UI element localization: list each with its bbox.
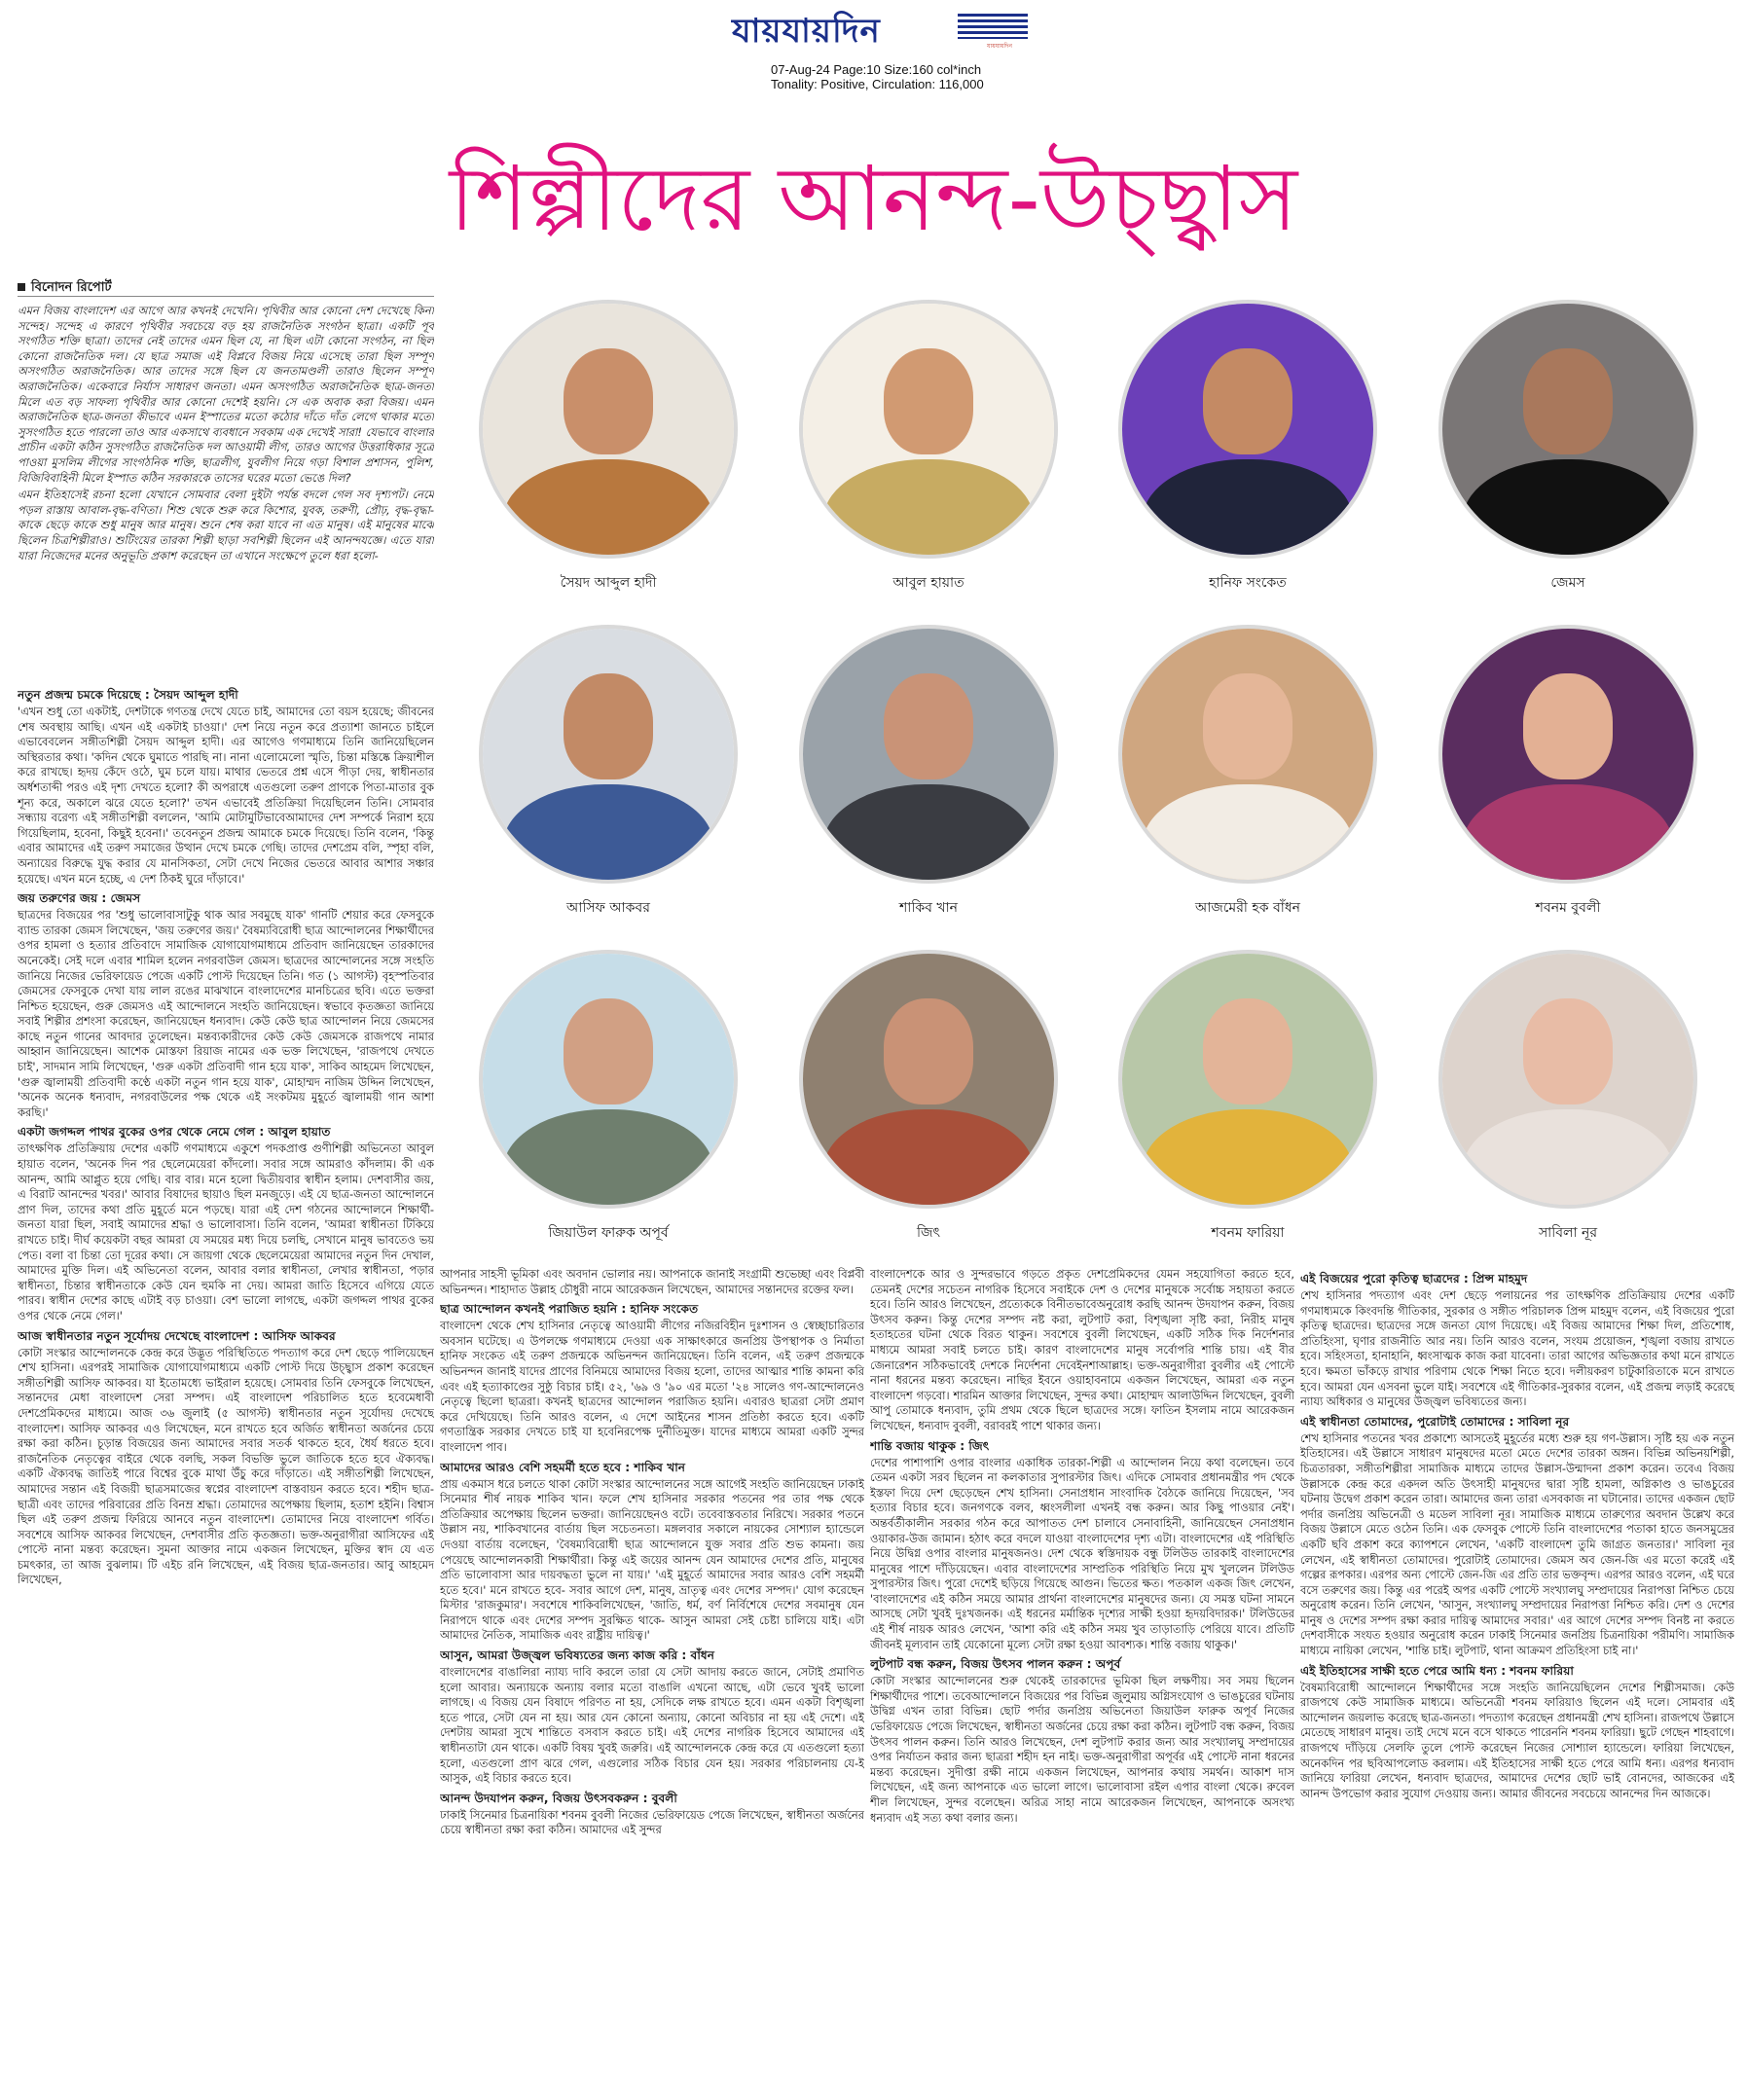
portrait-face-shape (1523, 673, 1614, 778)
section-paragraph: ছাত্রদের বিজয়ের পর 'শুধু ভালোবাসাটুকু থাক আর সবমুছে যাক' গানটি শেয়ার করে ফেসবুকে ব্যান্ড তারকা জেমস লিখেছেন, 'জয় তরুণের জয়।' বৈষম্যবিরোধী ছাত্র আন্দোলনের শিক্ষার্থীদের ওপর হামলা ও হত্যার প্রতিবাদে সামাজিক যোগাযোগমাধ্যমে প্রতিবাদ জানিয়েছেন তারকাদের অনেকেই। সেই দলে এবার শামিল হলেন নগরবাউল জেমস। ছাত্রদের আন্দোলনের সঙ্গে সংহতি জানিয়ে নিজের ভেরিফায়েড পেজে একটি পোস্ট দিয়েছেন তিনি। গত (১ আগস্ট) বৃহস্পতিবার জেমসের ফেসবুকে দেখা যায় লাল রঙের মাঝখানে বাংলাদেশের মানচিত্রের ছবি। এতে ভক্তরা নিশ্চিত হয়েছেন, গুরু জেমসও এই আন্দোলনে সংহতি জানিয়েছেন। স্বভাবে কৃতজ্ঞতা জানিয়ে সবাই শিল্পীর প্রশংসা করেছেন, জানিয়েছেন ধন্যবাদ। কেউ কেউ ছাত্র আন্দোলন নিয়ে জেমসের কাছে নতুন গানের আবদার তুলেছেন। মন্তব্যকারীদের কেউ কেউ জেমসকে রাজপথে নামার আহ্বান জানিয়েছেন। আশেক মোস্তফা রিয়াজ নামের এক ভক্ত লিখেছেন, 'রাজপথে দেখতে চাই', সাদমান সামি লিখেছেন, 'গুরু একটা প্রতিবাদী গান হয়ে যাক', সাকিব আহমেদ লিখেছেন, 'গুরু জ্বালাময়ী প্রতিবাদী কণ্ঠে একটা নতুন গান হয়ে যাক', মোহাম্মদ নাজিম উদ্দিন লিখেছেন, 'অনেক অনেক ধন্যবাদ, নগরবাউলের পক্ষ থেকে এই সংকটময় মুহূর্তে জ্বালাময়ী গান আশা করছি।' (18, 908, 434, 1119)
section-heading: ছাত্র আন্দোলন কখনই পরাজিত হয়নি : হানিফ সংকেত (440, 1302, 699, 1317)
intro-paragraph: এমন বিজয় বাংলাদেশ এর আগে আর কখনই দেখেনি। পৃথিবীর আর কোনো দেশ দেখেছে কিনা সন্দেহ। সন্দেহ এ কারণে পৃথিবীর সবচেয়ে বড় হয় রাজনৈতিক সংগঠন ছাত্রা। একটি পূর্ব সংগঠিত শক্তি ছাত্রা। তাদের নেই তাদের এমন ছিল যে, না ছিল এটা কোনো সংগঠন, না ছিল কোনো রাজনৈতিক দল। যে ছাত্র সমাজ এই বিপ্লবে বিজয় নিয়ে এসেছে তারা ছিল সম্পূর্ণ অসংগঠিত অরাজনৈতিক। আর তাদের সঙ্গে ছিল যে জনতামণ্ডলী তারাও ছিলেন সম্পূর্ণ অরাজনৈতিক। একেবারে নির্যাস সাধারণ জনতা। এমন অসংগঠিত অরাজনৈতিক ছাত্র-জনতা মিলে এত বড় সাফল্য পৃথিবীর আর কোনো দেশেই হয়নি। সে এক অবাক করা বিজয়। এমন অরাজনৈতিক ছাত্র-জনতা কীভাবে এমন ইস্পাতের মতো কঠোর দাঁতে দাঁত লেগে থাকার মতো সুসংগঠিত হতে পারলো তাও আর একসাথে ব্যবধানে সবকাম এক দেখেই সারা! যেভাবে বাংলার প্রাচীন একটা কঠিন সুসংগঠিত রাজনৈতিক দল আওয়ামী লীগ, তারও আগের উত্তরাধিকার সূত্রে পাওয়া মুসলিম লীগের সাংগঠনিক শক্তি, ছাত্রলীগ, যুবলীগ নিয়ে গড়া বিশাল প্রশাসন, পুলিশ, বিজিবিবাহিনী মিলে ইস্পাত কঠিন সরকারকে তাসের ঘরের মতো ভেঙে দিল? (18, 304, 434, 485)
section-heading: একটা জগদ্দল পাথর বুকের ওপর থেকে নেমে গেল : আবুল হায়াত (18, 1125, 331, 1140)
portrait-caption: শবনম বুবলী (1535, 900, 1601, 916)
intro-column (18, 304, 434, 677)
masthead-stripe-graphic (958, 14, 1028, 39)
portrait-caption: আসিফ আকবর (566, 900, 650, 916)
artist-portrait (483, 954, 734, 1205)
portrait-caption: শবনম ফারিয়া (1211, 1225, 1285, 1241)
artist-portrait (1442, 629, 1693, 880)
section-heading: আনন্দ উদযাপন করুন, বিজয় উৎসবকরুন : বুবলী (440, 1791, 677, 1805)
section-paragraph: তাৎক্ষণিক প্রতিক্রিয়ায় দেশের একটি গণমাধ্যমে একুশে পদকপ্রাপ্ত গুণীশিল্পী অভিনেতা আবুল হায়াত বলেন, 'অনেক দিন পর ছেলেমেয়েরা কাঁদলো। সবার সঙ্গে আমরাও কাঁদলাম। কী এক আনন্দ, আমি আপ্লুত হয়ে গেছি। বার বার। মনে হলো দ্বিতীয়বার স্বাধীন হলাম। দেশবাসীর জয়, এ বিরাট আনন্দের খবর।' আবার বিষাদের ছায়াও ছিল মনজুড়ে। এই যে ছাত্র-জনতা আন্দোলনে প্রাণ দিল, তাদের কথা প্রতি মুহূর্তে মনে পড়ছে। যারা এই দেশ গঠনের আন্দোলনে শিক্ষার্থী-জনতা যারা ছিল, সবাই আমাদের শ্রদ্ধা ও ভালোবাসা। তিনি বলেন, 'আমরা স্বাধীনতা টিকিয়ে রাখতে চাই। দীর্ঘ কয়েকটা বছর আমরা যে সময়ের মধ্য দিয়ে চলছি, সেখানে মানুষ ভাবতেও ভয় পেত। বলা বা চিন্তা তো দূরের কথা। সে জায়গা থেকে ছেলেমেয়েরা আমাদের নতুন দিন দেখাল, আমাদের মুক্তি দিল। এই অভিনেতা বলেন, আবার বলার স্বাধীনতা, লেখার স্বাধীনতা, পড়ার স্বাধীনতা, চিন্তার স্বাধীনতাকে কেউ যেন হুমকি না দেয়। আমরা জাতি হিসেবে এগিয়ে যেতে পারব। স্বাধীন দেশের কাছে এটাই বড় চাওয়া। বেশ ভালো লাগছে, একটা জগদ্দল পাথর বুকের ওপর থেকে নেমে গেল।' (18, 1141, 434, 1322)
portrait-face-shape (1523, 348, 1614, 453)
section-paragraph: শেখ হাসিনার পদত্যাগ এবং দেশ ছেড়ে পলায়নের পর তাৎক্ষণিক প্রতিক্রিয়ায় দেশের একটি গণমাধ্যমকে কিংবদন্তি গীতিকার, সুরকার ও সঙ্গীত পরিচালক প্রিন্স মাহমুদ বলেন, এই বিজয়ের পুরো কৃতিত্ব ছাত্রদের। ছাত্রদের সঙ্গে জনতা যোগ দিয়েছে। এই বিজয় আমাদের শিক্ষা দিল, প্রতিশোধ, প্রতিহিংসা, ঘৃণার রাজনীতি আর নয়। তিনি আরও বলেন, সংযম প্রয়োজন, শৃঙ্খলা বজায় রাখতে হবে। সহিংসতা, হানাহানি, ধ্বংসাত্মক কাজ করা যাবেনা। তারা আগের অভিজ্ঞতার কথা মনে রাখতে হবে। ক্ষমতা ভাঁকড়ে রাখার পরিণাম থেকে শিক্ষা নিতে হবে। দলীয়করণ চাটুকারিতাকে মনে রাখতে হবে। আমরা যেন এসবনা ভুলে যাই। সবশেষে এই গীতিকার-সুরকার বলেন, এই প্রজন্ম লড়াই করেছে ন্যায্য অধিকার ও মানুষের উজ্জ্বল ভবিষ্যতের জন্য। (1300, 1288, 1734, 1409)
left-article-column (18, 683, 434, 2096)
article-column-4 (1300, 1267, 1734, 2096)
portrait-face-shape (1203, 673, 1293, 778)
portrait-caption: আজমেরী হক বাঁধন (1194, 900, 1301, 916)
section-paragraph: শেখ হাসিনার পতনের খবর প্রকাশ্যে আসতেই মুহূর্তের মধ্যে শুরু হয় গণ-উল্লাস। সৃষ্টি হয় এক নতুন ইতিহাসের। এই উল্লাসে সাধারণ মানুষদের মতো মেতে দেশের তারকা অঙ্গন। বিভিন্ন অভিনয়শিল্পী, চিত্রতারকা, সঙ্গীতশিল্পীরা সামাজিক মাধ্যমে তাদের উল্লাস-উন্মাদনা প্রকাশ করেন। তবেএ বিজয় উল্লাসকে কেন্দ্র করে একদল অতি উৎসাহী মানুষদের দ্বারা সৃষ্টি হামলা, অগ্নিকাণ্ড ও ভাঙচুরের ঘটনায় উদ্বেগ প্রকাশ করেন তারা। আমাদের জন্য তারা এসবকাজ না ঘটানোর। তাদের একজন ছোট পর্দার জনপ্রিয় অভিনেত্রী ও মডেল সাবিলা নূর। সামাজিক মাধ্যমে তারুণ্যের অবদান উল্লেখ করে বিজয় উল্লাসে মেতে ওঠেন তিনি। এক ফেসবুক পোস্টে তিনি বাংলাদেশের পতাকা হাতে জনসমুদ্রের একটি ছবি প্রকাশ করে ক্যাপশনে লেখেন, 'একটি বাংলাদেশ তুমি জাগ্রত জনতার।' সাবিলা নূর লেখেন, এই স্বাধীনতা তোমাদের। পুরোটাই তোমাদের। জেমস অব জেন-জি এর মতো করেই এই গল্পের রূপকার। এরপর অন্য পোস্টে জেন-জি এর প্রতি তার ভক্তবৃন্দ। এরপর আরও বলেন, এই ঘরে বসে তরুণের জয়। কিন্তু এর পরেই অপর একটি পোস্টে সংখ্যালঘু সম্প্রদায়ের নিরাপত্তা নিশ্চিত চেয়ে অনুরোধ করেন। তিনি লেখেন, 'আসুন, সংখ্যালঘু সম্প্রদায়ের নিরাপত্তা নিশ্চিত করি। দেশ ও দেশের মানুষ ও দেশের সম্পদ রক্ষা করার দায়িত্ব আমাদের সবার।' এর আগে দেশের সম্পদ বিনষ্ট না করতে দেশবাসীকে সংযত হওয়ার অনুরোধ করেন ঢাকাই সিনেমার জনপ্রিয় চিত্রনায়িকা পরীমণি। সামাজিক মাধ্যমে নায়িকা লেখেন, 'শান্তি চাই। লুটপাট, থানা আক্রমণ প্রতিহিংসা চাই না।' (1300, 1430, 1734, 1658)
portrait-face-shape (564, 673, 654, 778)
page-headline: শিল্পীদের আনন্দ-উচ্ছ্বাস (449, 147, 1298, 251)
section-heading: আজ স্বাধীনতার নতুন সূর্যোদয় দেখেছে বাংলাদেশ : আসিফ আকবর (18, 1328, 336, 1343)
section-paragraph: দেশের পাশাপাশি ওপার বাংলার একাধিক তারকা-শিল্পী এ আন্দোলন নিয়ে কথা বলেছেন। তবে তেমন একটা সরব ছিলেন না কলকাতার সুপারস্টার জিৎ। এদিকে সোমবার প্রধানমন্ত্রীর পদ থেকে ইস্তফা দিয়ে দেশ ছেড়েছেন শেখ হাসিনা। সেনাপ্রধান সাংবাদিক বৈঠকে জানিয়ে দিয়েছেন, 'সব হত্যার বিচার হবে। জনগণকে বলব, ধ্বংসলীলা এখনই বন্ধ করুন। আর কিছু পাওয়ার নেই'। অন্তর্বর্তীকালীন সরকার গঠন করে আপাতত দেশ চালাবে সেনাবাহিনী, জানিয়েছেন সেনাপ্রধান ওয়াকার-উজ জামান। হঠাৎ করে বদলে যাওয়া বাংলাদেশের দৃশ্য এটা। বাংলাদেশের এই পরিস্থিতি নিয়ে উদ্বিগ্ন ওপার বাংলার মানুষজনও। দেশ থেকে স্বস্তিদায়ক বন্ধু টলিউড তারকাই বাংলাদেশের মানুষের পাশে দাঁড়িয়েছেন। এবার বাংলাদেশের সাম্প্রতিক পরিস্থিতি নিয়ে মুখ খুললেন টলিউড সুপারস্টার জিৎ। পুরো দেশেই ছড়িয়ে গিয়েছে আগুন। ভিতের ক্ষত। পতকাল একজ জিৎ লেখেন, 'বাংলাদেশের এই কঠিন সময়ে আমার প্রার্থনা বাংলাদেশের মানুষদের জন্য। যে সমস্ত ঘটনা সামনে আসছে সেটা খুবই দুঃখজনক। এই ধরনের মর্মান্তিক দৃশ্যের সাক্ষী হওয়া হৃদয়বিদারক।' টলিউডের এই শীর্ষ নায়ক আরও লেখেন, 'আশা করি এই কঠিন সময় খুব তাড়াতাড়ি পেরিয়ে যাবে। প্রতিটি জীবনই মূল্যবান তাই যেকোনো মূল্যে সেটা রক্ষা হওয়া আবশ্যক। শান্তি বজায় থাকুক।' (870, 1455, 1294, 1651)
artist-portrait (483, 304, 734, 555)
meta-date-line: 07-Aug-24 Page:10 Size:160 col*inch (771, 62, 982, 77)
portrait-face-shape (1203, 348, 1293, 453)
section-heading: এই বিজয়ের পুরো কৃতিত্ব ছাত্রদের : প্রিন্স মাহমুদ (1300, 1272, 1528, 1285)
section-paragraph: কোটা সংস্কার আন্দোলনকে কেন্দ্র করে উদ্ভূত পরিস্থিতিতে পদত্যাগ করে দেশ ছেড়ে পালিয়েছেন শেখ হাসিনা। এরপরই সামাজিক যোগাযোগমাধ্যমে একটি পোস্ট দিয়ে উচ্ছ্বাস প্রকাশ করেছেন সঙ্গীতশিল্পী আসিফ আকবর। যা ইতোমধ্যে ভাইরাল হয়েছে। সোমবার তিনি ফেসবুকে লিখেছেন, সন্তানদের মেধা বাংলাদেশ সেরা সম্পদ। এই বাংলাদেশ পরিচালিত হতে হবেমেধাবী দেশপ্রেমিকদের মাধ্যমে। আজ ৩৬ জুলাই (৫ আগস্ট) স্বাধীনতার নতুন সূর্যোদয় দেখেছে বাংলাদেশ। আসিফ আকবর এও লিখেছেন, মনে রাখতে হবে অর্জিত স্বাধীনতা অর্জনের চেয়ে রক্ষা করা কঠিন। চূড়ান্ত বিজয়ের জন্য আমাদের সবার সতর্ক থাকতে হবে, ধৈর্য ধরতে হবে। রাজনৈতিক নেতৃত্বের বাইরে থেকে বলছি, সকল বিভক্তি ভুলে জাতিকে হতে হবে ঐক্যবদ্ধ। একটি ঐক্যবদ্ধ জাতিই পারে বিশ্বের বুকে মাথা উঁচু করে দাঁড়াতে। এই সঙ্গীতশিল্পী লিখেছেন, আমাদের সন্তান এই বিজয়ী ছাত্রসমাজের স্বপ্নের বাংলাদেশ বাস্তবায়ন করতে হবে। শহীদ ছাত্র-ছাত্রী এবং তাদের পরিবারের প্রতি বিনম্র শ্রদ্ধা। তোমাদের অপেক্ষায় ছিলাম, হতাশ হইনি। বিশ্বাস ছিল এই তরুণ প্রজন্ম ফিরিয়ে আনবে নতুন বাংলাদেশ। তোমাদের নিয়ে বাংলাদেশ গর্বিত। সবশেষে আসিফ আকবর লিখেছেন, দেশবাসীর প্রতি কৃতজ্ঞতা। ভক্ত-অনুরাগীরা আসিফের এই পোস্টে নানা মন্তব্য করেছেন। সুমনা আক্তার নামে একজন লিখেছেন, মুক্তির স্বাদ যে এত চমৎকার, তা আজ বুঝলাম। টি এইচ রনি লিখেছেন, এই বিজয় ছাত্র-জনতার। আবু আহমেদ লিখেছেন, (18, 1345, 434, 1587)
article-column-3 (870, 1267, 1294, 2096)
section-paragraph: বৈষম্যবিরোধী আন্দোলনে শিক্ষার্থীদের সঙ্গে সংহতি জানিয়েছিলেন দেশের শিল্পীসমাজ। কেউ রাজপথে কেউ সামাজিক মাধ্যমে। অভিনেত্রী শবনম ফারিয়াও ছিলেন এই দলে। সোমবার এই আন্দোলন জয়লাভ করেছে ছাত্র-জনতা। পদত্যাগ করেছেন প্রধানমন্ত্রী শেখ হাসিনা। রাজপথে উল্লাসে মেতেছে সাধারণ মানুষ। তাই দেখে মনে বসে থাকতে পারেননি শবনম ফারিয়া। ছুটে গেছেন শাহবাগে। রাজপথে দাঁড়িয়ে সেলফি তুলে পোস্ট করেছেন নিজের সোশ্যাল হ্যান্ডেলে। ফারিয়া লিখেছেন, অনেকদিন পর ছবিআপলোড করলাম। এই ইতিহাসের সাক্ষী হতে পেরে আমি ধন্য। এরপর ধন্যবাদ জানিয়ে ফারিয়া লেখেন, ধন্যবাদ ছাত্রদের, আমাদের দেশের ছোট ভাই বোনদের, আজকের এই আনন্দ উপভোগ করার সুযোগ দেওয়ায় জন্য। আমার জীবনের সবচেয়ে আনন্দের দিন আজকে। (1300, 1680, 1734, 1800)
portrait-face-shape (564, 348, 654, 453)
portrait-caption: জিয়াউল ফারুক অপূর্ব (548, 1225, 669, 1241)
artist-portrait (1122, 629, 1373, 880)
section-heading: নতুন প্রজন্ম চমকে দিয়েছে : সৈয়দ আব্দুল হাদী (18, 688, 238, 702)
portrait-face-shape (1523, 998, 1614, 1104)
portrait-caption: সাবিলা নূর (1538, 1225, 1598, 1241)
portrait-caption: শাকিব খান (899, 900, 958, 916)
section-paragraph: প্রায় একমাস ধরে চলতে থাকা কোটা সংস্কার আন্দোলনের সঙ্গে আগেই সংহতি জানিয়েছেন ঢাকাই সিনেমার শীর্ষ নায়ক শাকিব খান। ফলে শেখ হাসিনার সরকার পতনের পর তার পক্ষ থেকে প্রতিক্রিয়ার অপেক্ষায় ছিলেন ভক্তরা। জানিয়েছেনও বটে। তবেবাস্তবতার নিরিখে। সরকার পতনে উল্লাস নয়, শাকিবখানের বার্তায় ছিল সচেতনতা। মঙ্গলবার সকালে নায়কের সোশ্যাল হ্যান্ডেলে দেওয়া বার্তায় বলেছেন, 'বৈষম্যবিরোধী ছাত্র আন্দোলনে যুক্ত সবার প্রতি শুভ কামনা। জয় পেয়েছে আন্দোলনকারী শিক্ষার্থীরা। কিন্তু এই জয়ের আনন্দ যেন আমাদের দেশের প্রতি, মানুষের প্রতি ভালোবাসা আর দায়বদ্ধতা ভুলে না যায়।' 'এই মুহূর্তে আমাদের সবার আরও বেশি সহমর্মী হতে হবে।' মনে রাখতে হবে- সবার আগে দেশ, মানুষ, ভ্রাতৃত্ব এবং দেশের সম্পদ।' যোগ করেছেন মিস্টার 'রাজকুমার'। সবশেষে শাকিবলিখেছেন, 'জাতি, ধর্ম, বর্ণ নির্বিশেষে দেশের সবমানুষ যেন নিরাপদে থাকে এবং দেশের সম্পদ সুরক্ষিত থাকে- আসুন আমরা সেই চেষ্টা চালিয়ে যাই। এটা আমাদের নৈতিক, সামাজিক এবং রাষ্ট্রীয় দায়িত্ব।' (440, 1476, 864, 1643)
portrait-caption: হানিফ সংকেত (1209, 575, 1287, 591)
artist-portrait (483, 629, 734, 880)
portrait-face-shape (884, 348, 974, 453)
portrait-face-shape (884, 673, 974, 778)
byline-rule (18, 296, 434, 297)
section-paragraph: বাংলাদেশের বাঙালিরা ন্যায্য দাবি করলে তারা যে সেটা আদায় করতে জানে, সেটাই প্রমাণিত হলো আবার। অন্যায়কে অন্যায় বলার মতো বাঙালি এখনো আছে, এটা ভেবে খুবই ভালো লাগছে। এ বিজয় যেন বিষাদে পরিণত না হয়, সেদিকে লক্ষ রাখতে হবে। এমন একটা বিশৃঙ্খলা হতে পারে, সেটা যেন না হয়। আর যেন কোনো অন্যায়, কোনো অবিচার না হয় এই দেশে। এই দেশটায় আমরা সুখে শান্তিতে বসবাস করতে চাই। এই দেশের নাগরিক হিসেবে আমাদের এই স্বাধীনতাটা যেন থাকে। একটি বিষয় খুবই জরুরি। এই আন্দোলনকে কেন্দ্র করে যে এতগুলো হত্যা হলো, এতগুলো প্রাণ ঝরে গেল, এগুলোর সঠিক বিচার যেন হয়। সরকার পরিচালনায় যে-ই আসুক, এই বিচার করতে হবে। (440, 1665, 864, 1786)
portrait-face-shape (564, 998, 654, 1104)
section-paragraph: কোটা সংস্কার আন্দোলনের শুরু থেকেই তারকাদের ভূমিকা ছিল লক্ষণীয়। সব সময় ছিলেন শিক্ষার্থীদের পাশে। তবেআন্দোলনে বিজয়ের পর বিভিন্ন জুলুমায় অগ্নিসংযোগ ও ভাঙচুরের ঘটনায় উদ্বিগ্ন এখন তারা বিভিন্ন। ছোট পর্দার জনপ্রিয় অভিনেতা জিয়াউল ফারুক অপূর্ব নিজের ভেরিফায়েড পেজে লিখেছেন, স্বাধীনতা অর্জনের চেয়ে রক্ষা করা কঠিন। লুটপাট বন্ধ করুন, বিজয় উৎসব পালন করুন। তিনি আরও লিখেছেন, দেশ লুটপাট করার জন্য আর সংখ্যালঘু সম্প্রদায়ের ওপর নির্যাতন করার জন্য ছাত্ররা শহীদ হন নাই। ভক্ত-অনুরাগীরা অপূর্বর এই পোস্টে নানা ধরনের মন্তব্য করেছেন। সুদীপ্তা রক্ষী নামে একজন লিখেছেন, আপনার কথায় সমর্থন। আকাশ দাস লিখেছেন, এই জন্য আপনাকে এত ভালো লাগে। ভালোবাসা রইল এপার বাংলা থেকে। রুবেল শীল লিখেছেন, সুন্দর বলেছেন। অরিত্র সাহা নামে আরেকজন লিখেছেন, আপনাকে অসংখ্য ধন্যবাদ এই সত্য কথা বলার জন্য। (870, 1674, 1294, 1825)
section-heading: শান্তি বজায় থাকুক : জিৎ (870, 1438, 990, 1453)
section-heading: এই ইতিহাসের সাক্ষী হতে পেরে আমি ধন্য : শবনম ফারিয়া (1300, 1663, 1574, 1678)
square-bullet-icon (18, 283, 25, 291)
section-paragraph: বাংলাদেশ থেকে শেখ হাসিনার নেতৃত্বে আওয়ামী লীগের নজিরবিহীন দুঃশাসন ও স্বেচ্ছাচারিতার অবসান ঘটেছে। এ উপলক্ষে গণমাধ্যমে দেওয়া এক সাক্ষাৎকারে জনপ্রিয় উপস্থাপক ও নির্মাতা হানিফ সংকেত এই তরুণ প্রজন্মকে অভিনন্দন জানিয়েছেন। তিনি বলেন, এই তরুণ প্রজন্মকে অভিনন্দন জানাই যাদের প্রাণের বিনিময়ে আমাদের বিজয় হলো, তাদের আত্মার শান্তি কামনা করি এবং এই হত্যাকাণ্ডের সুষ্ঠু বিচার চাই। ৫২, '৬৯ ও '৯০ এর মতো '২৪ সালেও গণ-আন্দোলনেও নেতৃত্বে ছিলো ছাত্ররা। কখনই ছাত্রদের আন্দোলন পরাজিত হয়নি। এবারও ছাত্ররা সেটা প্রমাণ করে দেখিয়েছে। তিনি আরও বলেন, এ দেশে আইনের শাসন প্রতিষ্ঠা করতে হবে। একটি গণতান্ত্রিক সরকার দেখতে চাই যা হবেনিরপেক্ষ দুর্নীতিমুক্ত। যাদের মাধ্যমে আমরা একটি সুন্দর বাংলাদেশ পাব। (440, 1319, 864, 1454)
masthead-logo: যায়যায়দিন (732, 12, 881, 51)
portrait-face-shape (884, 998, 974, 1104)
section-heading: আমাদের আরও বেশি সহমর্মী হতে হবে : শাকিব খান (440, 1460, 686, 1474)
section-heading: জয় তরুণের জয় : জেমস (18, 891, 141, 906)
artist-portrait (1442, 954, 1693, 1205)
meta-tonality-line: Tonality: Positive, Circulation: 116,000 (771, 77, 984, 91)
clipping-meta (771, 62, 984, 91)
portrait-caption: সৈয়দ আব্দুল হাদী (560, 575, 657, 591)
section-paragraph: আপনার সাহসী ভূমিকা এবং অবদান ভোলার নয়। আপনাকে জানাই সংগ্রামী শুভেচ্ছা এবং বিপ্লবী অভিনন্দন। শাহাদাত উল্লাহ চৌধুরী নামে আরেকজন লিখেছেন, আমাদের সন্তানদের রক্তের ফল। (440, 1267, 864, 1296)
section-paragraph: ঢাকাই সিনেমার চিত্রনায়িকা শবনম বুবলী নিজের ভেরিফায়েড পেজে লিখেছেন, স্বাধীনতা অর্জনের চেয়ে স্বাধীনতা রক্ষা করা কঠিন। আমাদের এই সুন্দর (440, 1807, 864, 1837)
article-column-2 (440, 1267, 864, 2096)
artist-portrait (1122, 304, 1373, 555)
portrait-face-shape (1203, 998, 1293, 1104)
artist-portrait (803, 629, 1054, 880)
portrait-caption: জিৎ (916, 1225, 940, 1241)
section-heading: এই স্বাধীনতা তোমাদের, পুরোটাই তোমাদের : সাবিলা নূর (1300, 1414, 1570, 1429)
newspaper-masthead (732, 6, 1102, 54)
byline-text: বিনোদন রিপোর্ট (31, 280, 112, 295)
artist-portrait (1442, 304, 1693, 555)
section-heading: লুটপাট বন্ধ করুন, বিজয় উৎসব পালন করুন : অপূর্ব (870, 1657, 1121, 1672)
section-paragraph: 'এখন শুধু তো একটাই, দেশটাকে গণতন্ত্র দেখে যেতে চাই, আমাদের তো বয়স হয়েছে; জীবনের শেষ অবস্থায় আছি। এখন এই একটাই চাওয়া।' দেশ নিয়ে নতুন করে প্রত্যাশা জানতে চাইলে এভাবেবলেন সঙ্গীতশিল্পী সৈয়দ আব্দুল হাদী। এর আগেও গণমাধ্যমে তিনি জানিয়েছিলেন অস্থিরতার কথা। 'কদিন থেকে ঘুমাতে পারছি না। নানা এলোমেলো স্মৃতি, চিন্তা মস্তিষ্কে ক্রিয়াশীল করে রাখছে। হৃদয় কেঁদে ওঠে, ঘুম চলে যায়। মাথার ভেতরে প্রশ্ন এসে পীড়া দেয়, স্বাধীনতার অর্ধশতাব্দী পরও এই দৃশ্য দেখতে হলো? কী অপরাধে এতগুলো তরুণ প্রাণকে পিতা-মাতার বুক শূন্য করে, অকালে ঝরে যেতে হলো?' তখন এভাবেই প্রতিক্রিয়া দিয়েছিলেন তিনি। সোমবার সন্ধ্যায় বরেণ্য এই সঙ্গীতশিল্পী বললেন, 'আমি মোটামুটিভাবেআমাদের দেশ সম্পর্কে নিরাশ হয়ে গিয়েছিলাম, হবেনা, কিছুই হবেনা।' তবেনতুন প্রজন্ম আমাকে চমকে দিয়েছে। তিনি বলেন, 'কিন্তু এবার আমাদের এই তরুণ সমাজের উত্থান দেখে চমকে গেছি। তাদের দেশপ্রেম বলি, স্পৃহা বলি, অন্যায়ের বিরুদ্ধে যুদ্ধ করার যে মানসিকতা, সেটা দেখে নিজের ভেতরে আবার আশার সঞ্চার হয়েছে। এখন মনে হচ্ছে, এ দেশ ঠিকই ঘুরে দাঁড়াবে।' (18, 705, 434, 886)
portrait-caption: আবুল হায়াত (892, 575, 964, 591)
artist-portrait (803, 954, 1054, 1205)
artist-portrait (803, 304, 1054, 555)
artist-portrait (1122, 954, 1373, 1205)
section-paragraph: বাংলাদেশকে আর ও সুন্দরভাবে গড়তে প্রকৃত দেশপ্রেমিকদের যেমন সহযোগিতা করতে হবে, তেমনই দেশের সচেতন নাগরিক হিসেবে সবাইকে দেশ ও দেশের মানুষকে সর্বোচ্চ সহায়তা করতে হবে। তিনি আরও লিখেছেন, প্রত্যেককে বিনীতভাবেঅনুরোধ করছি আনন্দ উদযাপন করুন, বিজয় উৎসব করুন। কিন্তু দেশের সম্পদ নষ্ট করা, লুটপাট করা, বিশৃঙ্খলা সৃষ্টি করা, নিরীহ মানুষ হতাহতের ঘটনা থেকে বিরত থাকুন। সবশেষে বুবলী লিখেছেন, একটি সঠিক দিক নির্দেশনার মাধ্যমে আমরা সবাই চলতে চাই। কারণ বাংলাদেশের মানুষ সর্বোপরি শান্তি চায়। এই বীর জেনারেশন সঠিকভাবেই দেশকে নির্দেশনা দেবেইনশাআল্লাহ। ভক্ত-অনুরাগীরা বুবলীর এই পোস্টে নানা ধরনের মন্তব্য করেছেন। নাছির ইবনে ওয়াহাবনামে একজন লিখেছেন, আমরা এক নতুন বাংলাদেশ গড়বো। শারমিন আক্তার লিখেছেন, সুন্দর কথা। মোহাম্মদ আলাউদ্দিন লিখেছেন, বুবলী আপু তোমাকে ধন্যবাদ, তুমি প্রথম থেকে ছিলে ছাত্রদের সঙ্গে। ফাতিন ইসলাম নামে আরেকজন লিখেছেন, ধন্যবাদ বুবলী, বরাবরই পাশে থাকার জন্য। (870, 1267, 1294, 1432)
intro-paragraph: এমন ইতিহাসেই রচনা হলো যেখানে সোমবার বেলা দুইটা পর্যন্ত বদলে গেল সব দৃশ্যপট। নেমে পড়ল রাস্তায় আবাল-বৃদ্ধ-বণিতা। শিশু থেকে শুরু করে কিশোর, যুবক, তরুণী, প্রৌঢ়, বৃদ্ধ-বৃদ্ধা- কাকে ছেড়ে কাকে শুধু মানুষ আর মানুষ। শুনে শেষ করা যাবে না এত মানুষ। এই মানুষের মাঝে ছিলেন চিত্রশিল্পীরাও। শুটিংয়ের তারকা শিল্পী ছাড়া সবশিল্পী ছিলেন এই আনন্দযজ্ঞে। এতে যারা যারা নিজেদের মনের অনুভূতি প্রকাশ করেছেন তা এখানে সংক্ষেপে তুলে ধরা হলো- (18, 488, 434, 562)
section-heading: আসুন, আমরা উজ্জ্বল ভবিষ্যতের জন্য কাজ করি : বাঁধন (440, 1648, 714, 1663)
masthead-small-logo: যায়যায়দিন (987, 43, 1012, 50)
portrait-caption: জেমস (1550, 575, 1585, 591)
